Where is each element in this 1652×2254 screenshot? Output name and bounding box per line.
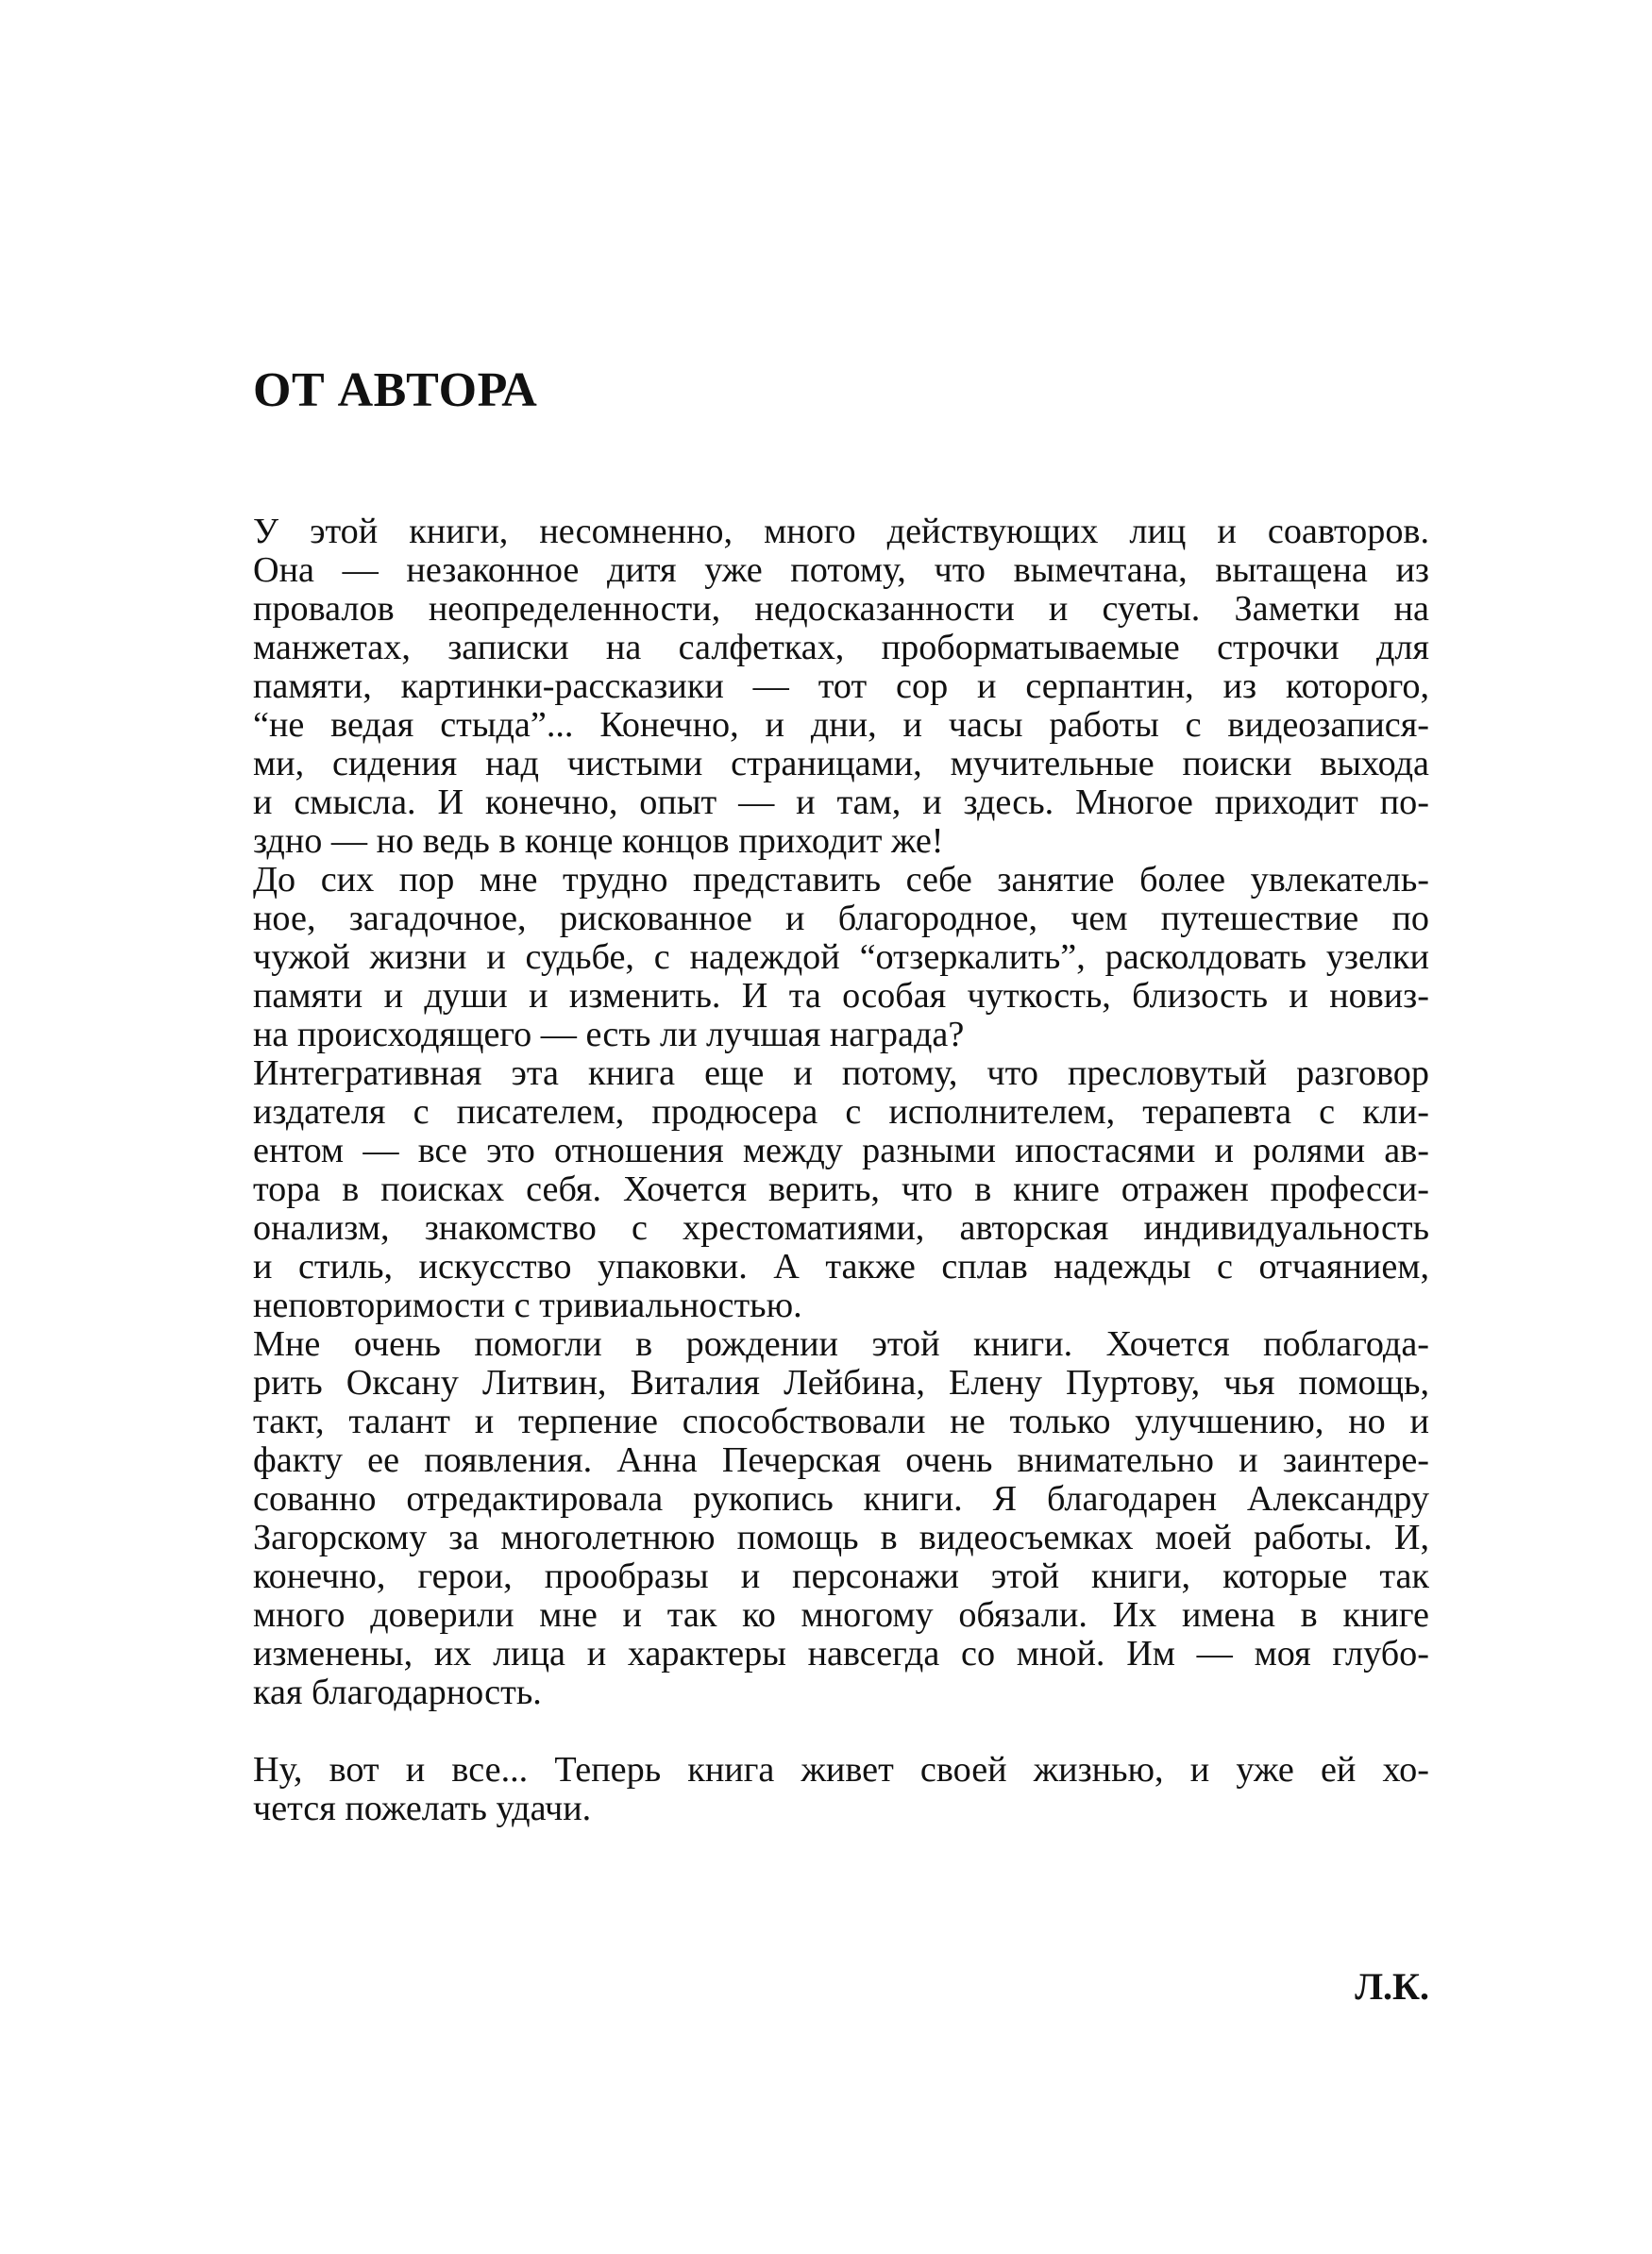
text-line: памяти, картинки-рассказики — тот сор и серпантин, из которого, [253,666,1429,706]
text-line: “не ведая стыда”... Конечно, и дни, и часы работы с видеозапися- [253,705,1429,745]
text-line: и смысла. И конечно, опыт — и там, и здесь. Многое приходит по- [253,782,1429,822]
text-line: сованно отредактировала рукопись книги. Я благодарен Александру [253,1479,1429,1519]
paragraph [253,861,1429,1054]
text-line: здно — но ведь в конце концов приходит же! [253,821,944,861]
text-line: факту ее появления. Анна Печерская очень внимательно и заинтере- [253,1440,1429,1480]
author-signature: Л.К. [1355,1965,1429,2008]
document-body [253,513,1429,1828]
text-line: манжетах, записки на салфетках, проборматываемые строчки для [253,628,1429,667]
text-line: на происходящего — есть ли лучшая награда? [253,1015,965,1054]
text-line: тора в поисках себя. Хочется верить, что в книге отражен професси- [253,1169,1429,1209]
text-line: Интегративная эта книга еще и потому, что пресловутый разговор [253,1053,1429,1093]
text-line: и стиль, искусство упаковки. А также сплав надежды с отчаянием, [253,1247,1429,1287]
page-title: ОТ АВТОРА [253,363,538,417]
text-line: До сих пор мне трудно представить себе занятие более увлекатель- [253,860,1429,900]
text-line: онализм, знакомство с хрестоматиями, авторская индивидуальность [253,1208,1429,1248]
text-line: издателя с писателем, продюсера с исполнителем, терапевта с кли- [253,1092,1429,1132]
text-line: неповторимости с тривиальностью. [253,1286,802,1325]
text-line: много доверили мне и так ко многому обязали. Их имена в книге [253,1595,1429,1635]
text-line: чется пожелать удачи. [253,1789,592,1828]
text-line: У этой книги, несомненно, много действующих лиц и соавторов. [253,512,1429,551]
text-line: Мне очень помогли в рождении этой книги. Хочется поблагода- [253,1324,1429,1364]
text-line: провалов неопределенности, недосказанности и суеты. Заметки на [253,589,1429,629]
text-line: рить Оксану Литвин, Виталия Лейбина, Елену Пуртову, чья помощь, [253,1363,1429,1403]
text-line: конечно, герои, прообразы и персонажи этой книги, которые так [253,1556,1429,1596]
paragraph [253,1325,1429,1712]
text-line: Загорскому за многолетнюю помощь в видеосъемках моей работы. И, [253,1518,1429,1557]
text-line: памяти и души и изменить. И та особая чуткость, близость и новиз- [253,976,1429,1016]
text-line: ентом — все это отношения между разными ипостасями и ролями ав- [253,1131,1429,1170]
text-line: кая благодарность. [253,1673,542,1712]
text-line: Она — незаконное дитя уже потому, что вымечтана, вытащена из [253,550,1429,590]
paragraph [253,513,1429,861]
text-line: такт, талант и терпение способствовали не только улучшению, но и [253,1402,1429,1441]
paragraph [253,1751,1429,1828]
text-line: ное, загадочное, рискованное и благородное, чем путешествие по [253,899,1429,938]
paragraph [253,1054,1429,1325]
text-line: чужой жизни и судьбе, с надеждой “отзеркалить”, расколдовать узелки [253,937,1429,977]
text-line: ми, сидения над чистыми страницами, мучительные поиски выхода [253,744,1429,783]
text-line: Ну, вот и все... Теперь книга живет своей жизнью, и уже ей хо- [253,1750,1429,1790]
paragraph-gap [253,1712,1429,1751]
text-line: изменены, их лица и характеры навсегда со мной. Им — моя глубо- [253,1634,1429,1674]
